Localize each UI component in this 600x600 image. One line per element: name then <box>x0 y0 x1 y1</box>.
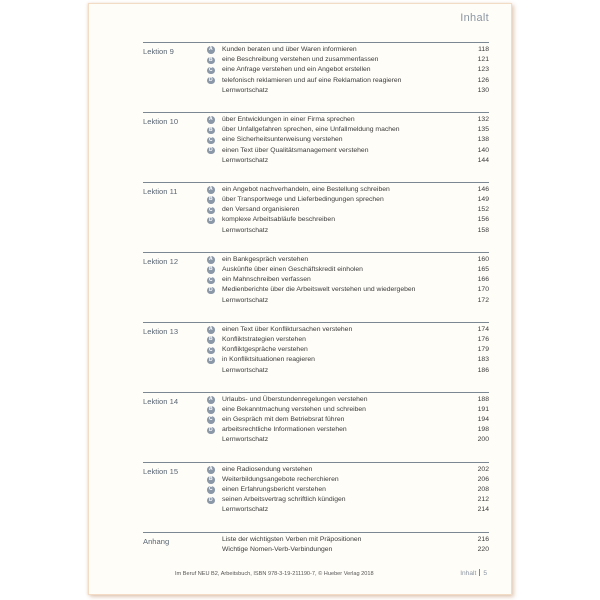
entry-page-number: 191 <box>477 405 489 413</box>
toc-entry[interactable] <box>207 355 489 365</box>
footer-page-number: 5 <box>483 570 487 577</box>
section-entries <box>207 185 489 236</box>
entry-title: ein Angebot nachverhandeln, eine Bestellung schreiben <box>222 185 390 193</box>
entry-page-number: 216 <box>477 535 489 543</box>
part-badge-icon: A <box>208 466 213 473</box>
toc-section <box>143 322 489 376</box>
entry-page-number: 166 <box>477 276 489 284</box>
entry-page-number: 208 <box>477 486 489 493</box>
entry-title: einen Erfahrungsbericht verstehen <box>222 486 326 493</box>
entry-title: Medienberichte über die Arbeitswelt verstehen und wiedergeben <box>222 286 416 294</box>
part-badge-icon: C <box>208 206 213 213</box>
entry-title: in Konfliktsituationen reagieren <box>222 356 315 364</box>
entry-title: seinen Arbeitsvertrag schriftlich kündigen <box>222 496 346 504</box>
part-badge-icon: D <box>208 356 213 363</box>
part-badge-icon: B <box>208 406 213 413</box>
toc-entry[interactable] <box>207 296 489 306</box>
entry-title: einen Text über Konfliktursachen verstehen <box>222 325 353 333</box>
entry-title: eine Anfrage verstehen und ein Angebot erstellen <box>222 66 371 74</box>
section-label: Lektion 13 <box>143 326 179 336</box>
section-entries <box>207 45 489 96</box>
toc-entry[interactable] <box>207 535 489 545</box>
part-badge-icon: B <box>208 126 213 133</box>
part-badge-icon: B <box>208 336 213 343</box>
toc-section <box>143 112 489 166</box>
entry-page-number: 160 <box>477 255 489 263</box>
part-badge-icon: B <box>208 476 213 483</box>
entry-page-number: 186 <box>477 366 489 374</box>
toc-entry[interactable] <box>207 345 489 355</box>
part-badge-icon: A <box>208 116 213 123</box>
toc-entry[interactable] <box>207 325 489 335</box>
entry-title: Lernwortschatz <box>222 156 269 164</box>
part-badge-icon: D <box>208 146 213 153</box>
toc-entry[interactable] <box>207 156 489 166</box>
part-badge-icon: C <box>208 276 213 283</box>
part-badge-icon: D <box>208 286 213 293</box>
entry-title: Konfliktstrategien verstehen <box>222 335 306 343</box>
entry-title: Kunden beraten und über Waren informieren <box>222 46 357 53</box>
entry-title: über Entwicklungen in einer Firma sprechen <box>222 115 355 123</box>
toc-entry[interactable] <box>207 215 489 225</box>
entry-page-number: 165 <box>477 266 489 273</box>
toc-entry[interactable] <box>207 405 489 415</box>
entry-title: ein Gespräch mit dem Betriebsrat führen <box>222 416 345 424</box>
entry-page-number: 144 <box>477 156 489 164</box>
section-label: Lektion 10 <box>143 116 179 126</box>
entry-title: Lernwortschatz <box>222 366 269 374</box>
toc-entry[interactable] <box>207 265 489 275</box>
section-entries <box>207 115 489 166</box>
entry-page-number: 214 <box>477 506 489 514</box>
part-badge-icon: B <box>208 266 213 273</box>
part-badge-icon: D <box>208 496 213 503</box>
section-entries <box>207 325 489 376</box>
entry-title: Auskünfte über einen Geschäftskredit einholen <box>222 266 363 273</box>
entry-page-number: 158 <box>477 226 489 234</box>
page-header-title: Inhalt <box>460 12 489 24</box>
section-entries <box>207 465 489 516</box>
entry-page-number: 121 <box>477 56 489 64</box>
entry-title: Lernwortschatz <box>222 436 269 444</box>
part-badge-icon: C <box>208 66 213 73</box>
entry-page-number: 200 <box>477 436 489 444</box>
toc-entry[interactable] <box>207 185 489 195</box>
toc-entry[interactable] <box>207 505 489 515</box>
toc-entry[interactable] <box>207 65 489 75</box>
toc-entry[interactable] <box>207 435 489 445</box>
entry-page-number: 206 <box>477 475 489 483</box>
toc-entry[interactable] <box>207 125 489 135</box>
entry-page-number: 176 <box>477 335 489 343</box>
toc-entry[interactable] <box>207 146 489 156</box>
part-badge-icon: A <box>208 396 213 403</box>
toc-entry[interactable] <box>207 86 489 96</box>
toc-section <box>143 42 489 96</box>
entry-page-number: 174 <box>477 325 489 333</box>
part-badge-icon: B <box>208 56 213 63</box>
entry-title: Liste der wichtigsten Verben mit Präpositionen <box>222 535 362 543</box>
entry-title: Konfliktgespräche verstehen <box>222 346 308 354</box>
toc-entry[interactable] <box>207 45 489 55</box>
section-label: Lektion 11 <box>143 186 178 196</box>
section-entries <box>207 395 489 446</box>
part-badge-icon: A <box>208 46 213 53</box>
entry-page-number: 135 <box>477 126 489 134</box>
section-label: Lektion 9 <box>143 47 174 56</box>
entry-page-number: 126 <box>477 76 489 84</box>
part-badge-icon: C <box>208 346 213 353</box>
toc-entry[interactable] <box>207 255 489 265</box>
toc-entry[interactable] <box>207 76 489 86</box>
entry-title: Lernwortschatz <box>222 506 269 514</box>
part-badge-icon: D <box>208 76 213 83</box>
part-badge-icon: A <box>208 326 213 333</box>
part-badge-icon: D <box>208 426 213 433</box>
entry-title: komplexe Arbeitsabläufe beschreiben <box>222 216 335 224</box>
entry-page-number: 132 <box>477 115 489 123</box>
entry-page-number: 179 <box>477 346 489 354</box>
part-badge-icon: B <box>208 196 213 203</box>
entry-page-number: 118 <box>478 46 489 53</box>
entry-title: ein Mahnschreiben verfassen <box>222 276 311 284</box>
toc-entry[interactable] <box>207 226 489 236</box>
entry-page-number: 149 <box>477 196 489 204</box>
footer-page-label <box>460 569 487 577</box>
part-badge-icon: D <box>208 216 213 223</box>
section-label: Lektion 12 <box>143 256 179 266</box>
entry-title: Lernwortschatz <box>222 86 269 94</box>
toc-entry[interactable] <box>207 545 489 555</box>
entry-page-number: 194 <box>477 416 489 424</box>
entry-title: Lernwortschatz <box>222 296 269 304</box>
toc-entry[interactable] <box>207 195 489 205</box>
entry-title: einen Text über Qualitätsmanagement verstehen <box>222 146 369 154</box>
part-badge-icon: C <box>208 136 213 143</box>
entry-title: ein Bankgespräch verstehen <box>222 255 309 263</box>
book-page <box>88 3 512 595</box>
entry-page-number: 172 <box>477 296 489 304</box>
entry-title: arbeitsrechtliche Informationen verstehen <box>222 426 347 434</box>
section-label: Anhang <box>143 536 170 546</box>
toc-section <box>143 532 489 555</box>
section-label: Lektion 14 <box>143 396 179 406</box>
entry-title: eine Bekanntmachung verstehen und schreiben <box>222 405 366 413</box>
entry-title: Lernwortschatz <box>222 226 269 234</box>
part-badge-icon: A <box>208 256 213 263</box>
entry-title: eine Sicherheitsunterweisung verstehen <box>222 136 343 144</box>
entry-title: eine Beschreibung verstehen und zusammenfassen <box>222 56 379 64</box>
toc-entry[interactable] <box>207 415 489 425</box>
part-badge-icon: A <box>208 186 213 193</box>
toc-section <box>143 392 489 446</box>
section-label: Lektion 15 <box>143 466 179 476</box>
section-entries <box>207 535 489 555</box>
toc-entry[interactable] <box>207 335 489 345</box>
entry-page-number: 140 <box>477 146 489 154</box>
toc-entry[interactable] <box>207 495 489 505</box>
toc-entry[interactable] <box>207 115 489 125</box>
toc-entry[interactable] <box>207 465 489 475</box>
toc-entry[interactable] <box>207 475 489 485</box>
toc-section <box>143 252 489 306</box>
entry-title: Urlaubs- und Überstundenregelungen verstehen <box>222 395 368 403</box>
part-badge-icon: C <box>208 416 213 423</box>
entry-title: Weiterbildungsangebote recherchieren <box>222 475 339 483</box>
footer-section-name: Inhalt <box>460 570 477 577</box>
toc-entry[interactable] <box>207 366 489 376</box>
toc-entry[interactable] <box>207 205 489 215</box>
toc-entry[interactable] <box>207 275 489 285</box>
part-badge-icon: C <box>208 486 213 493</box>
entry-title: über Transportwege und Lieferbedingungen sprechen <box>222 196 384 204</box>
entry-page-number: 188 <box>477 395 489 403</box>
toc-section <box>143 182 489 236</box>
footer-credit: Im Beruf NEU B2, Arbeitsbuch, ISBN 978-3-19-211190-7, © Hueber Verlag 2018 <box>175 571 374 577</box>
entry-page-number: 220 <box>477 545 489 553</box>
entry-page-number: 183 <box>477 356 489 364</box>
entry-page-number: 123 <box>477 66 489 74</box>
toc-entry[interactable] <box>207 485 489 495</box>
toc-entry[interactable] <box>207 425 489 435</box>
entry-title: den Versand organisieren <box>222 206 300 214</box>
section-entries <box>207 255 489 306</box>
entry-page-number: 130 <box>477 86 489 94</box>
toc-entry[interactable] <box>207 395 489 405</box>
entry-page-number: 202 <box>477 465 489 473</box>
entry-page-number: 156 <box>477 216 489 224</box>
toc-entry[interactable] <box>207 135 489 145</box>
entry-page-number: 152 <box>477 206 489 214</box>
footer-divider <box>479 569 480 576</box>
entry-page-number: 212 <box>477 496 489 504</box>
toc-entry[interactable] <box>207 285 489 295</box>
toc-section <box>143 462 489 516</box>
toc-entry[interactable] <box>207 55 489 65</box>
entry-page-number: 146 <box>477 185 489 193</box>
entry-title: über Unfallgefahren sprechen, eine Unfallmeldung machen <box>222 126 400 134</box>
entry-page-number: 138 <box>477 136 489 144</box>
entry-title: Wichtige Nomen-Verb-Verbindungen <box>222 545 333 553</box>
entry-title: telefonisch reklamieren und auf eine Reklamation reagieren <box>222 76 402 84</box>
entry-page-number: 198 <box>477 426 489 434</box>
table-of-contents <box>143 42 489 571</box>
entry-title: eine Radiosendung verstehen <box>222 465 313 473</box>
entry-page-number: 170 <box>477 286 489 294</box>
